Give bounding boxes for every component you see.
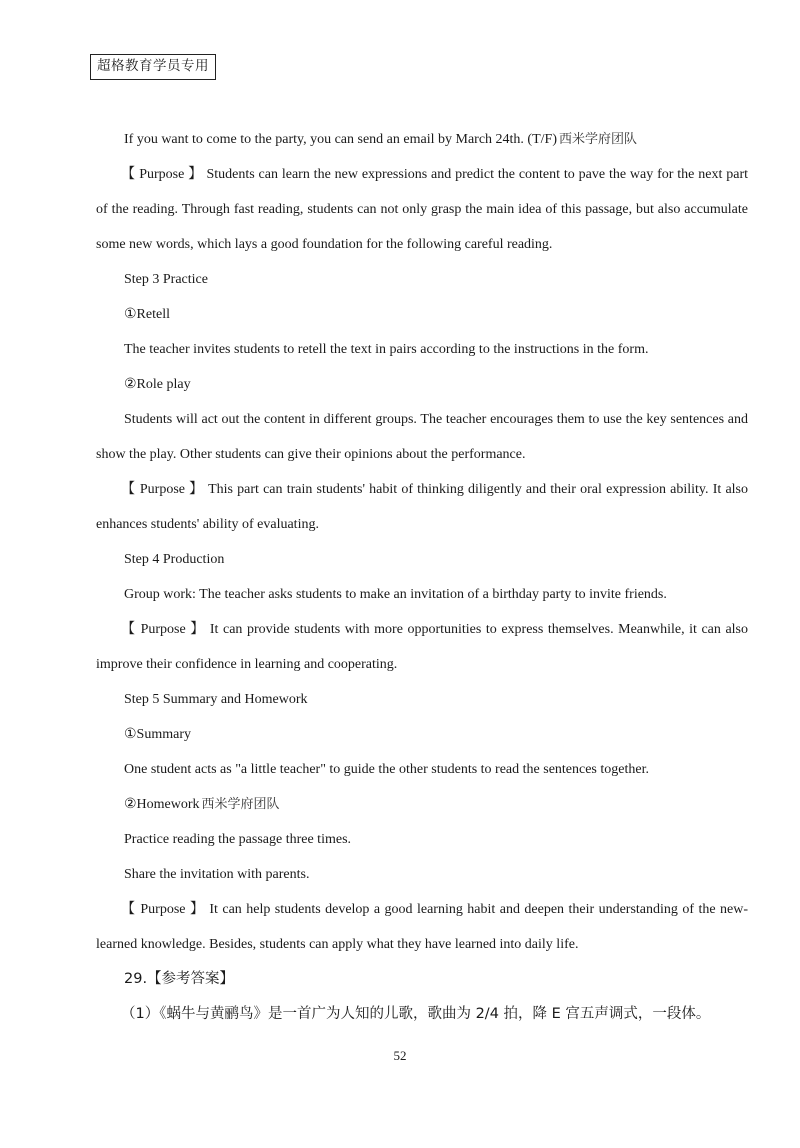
homework-item: Practice reading the passage three times. [124,832,352,847]
step4-title: Step 4 Production [124,552,225,567]
homework-item: Share the invitation with parents. [124,867,310,882]
header-label: 超格教育学员专用 [90,54,216,80]
watermark-text: 西米学府团队 [201,797,280,812]
purpose-step5 [96,892,748,962]
purpose-tag: 【 Purpose 】 [121,482,204,497]
summary-text: One student acts as "a little teacher" to guide the other students to read the sentences together. [124,762,649,777]
party-question-text: If you want to come to the party, you can send an email by March 24th. (T/F) [124,132,557,147]
watermark-text: 西米学府团队 [558,132,637,147]
roleplay-text: Students will act out the content in different groups. The teacher encourages them to use the key sentences and show the play. Other students can give their opinions about the performance. [96,412,748,462]
purpose-tag: 【 Purpose 】 [121,902,205,917]
roleplay-label: ②Role play [124,377,191,392]
page-body [96,122,748,1032]
q29-title: 29.【参考答案】 [124,971,235,987]
purpose-step3 [96,472,748,542]
party-question [96,122,748,157]
step3-title: Step 3 Practice [124,272,208,287]
purpose-reading [96,157,748,262]
retell-label: ①Retell [124,307,170,322]
summary-label: ①Summary [124,727,191,742]
q29-answer-1: （1）《蜗牛与黄鹂鸟》是一首广为人知的儿歌，歌曲为 2/4 拍，降 E 宫五声调式，一段体。 [121,1006,711,1022]
purpose-step4 [96,612,748,682]
purpose-text: This part can train students' habit of thinking diligently and their oral expression ability. It also enhances students' ability of evaluating. [96,482,748,532]
homework-label-text: ②Homework [124,797,200,812]
step5-title: Step 5 Summary and Homework [124,692,308,707]
purpose-tag: 【 Purpose 】 [121,622,206,637]
homework-label [96,787,748,822]
purpose-text: Students can learn the new expressions and predict the content to pave the way for the next part of the reading. Through fast reading, students can not only grasp the main idea of this passage, but also accumulate some new words, which lays a good foundation for the following careful reading. [96,167,748,252]
purpose-text: It can help students develop a good learning habit and deepen their understanding of the new-learned knowledge. Besides, students can apply what they have learned into daily life. [96,902,748,952]
page-number: 52 [393,1048,407,1063]
purpose-tag: 【 Purpose 】 [121,167,203,182]
group-work-text: Group work: The teacher asks students to make an invitation of a birthday party to invite friends. [124,587,667,602]
purpose-text: It can provide students with more opportunities to express themselves. Meanwhile, it can also improve their confidence in learning and cooperating. [96,622,749,672]
retell-text: The teacher invites students to retell the text in pairs according to the instructions in the form. [124,342,649,357]
